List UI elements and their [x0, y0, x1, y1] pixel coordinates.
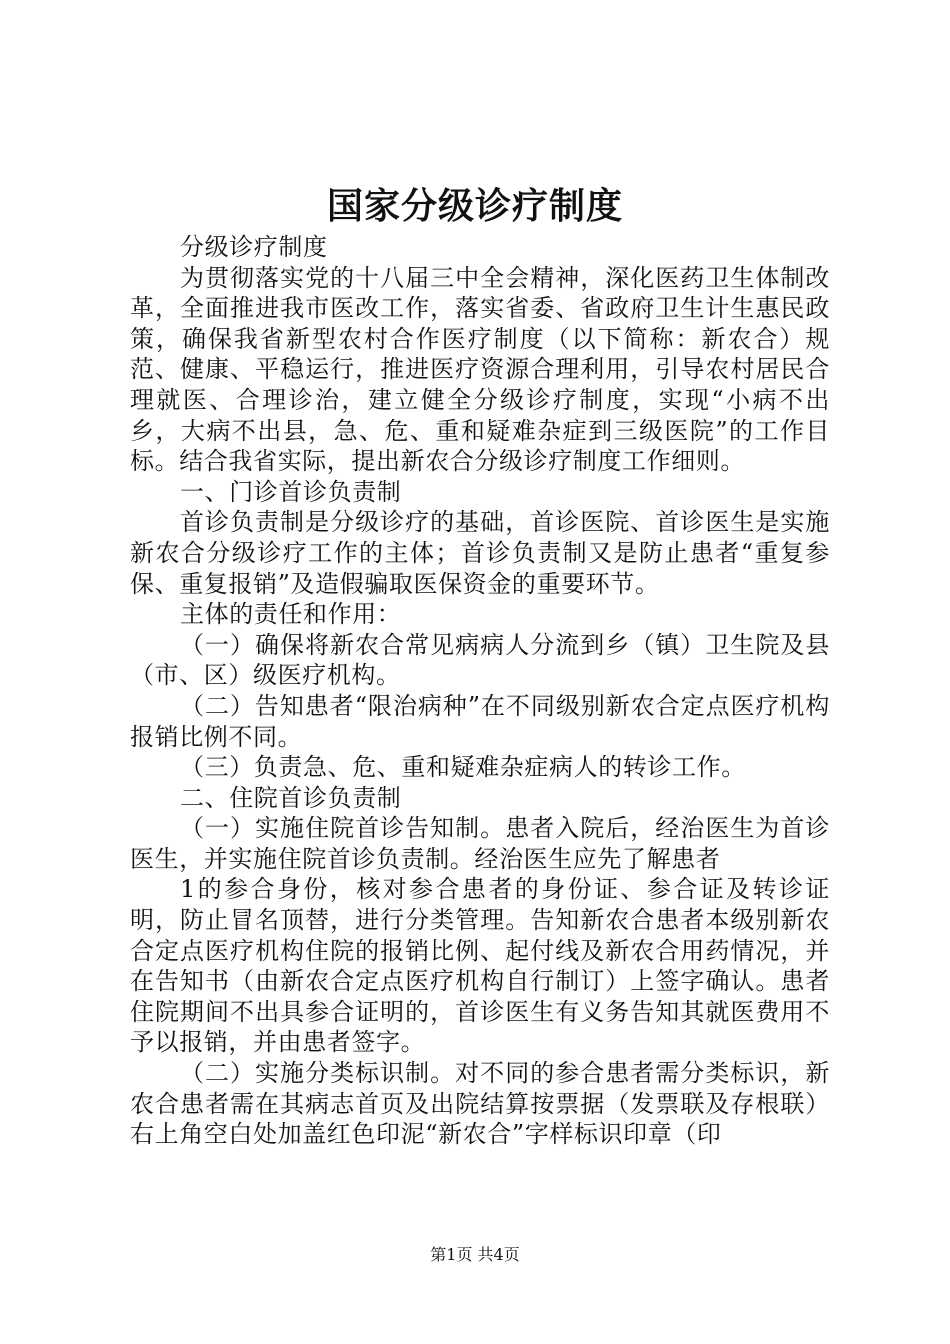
paragraph: 分级诊疗制度 — [180, 233, 328, 261]
page-footer: 第1页 共4页 — [430, 1245, 520, 1264]
document-title: 国家分级诊疗制度 — [326, 185, 623, 227]
document-body — [130, 232, 830, 1150]
paragraph: 主体的责任和作用： — [180, 600, 402, 629]
list-item: （二）告知患者“限治病种”在不同级别新农合定点医疗机构报销比例不同。 — [130, 691, 830, 751]
paragraph: 1的参合身份，核对参合患者的身份证、参合证及转诊证明，防止冒名顶替，进行分类管理。告知新农合患者本级别新农合定点医疗机构住院的报销比例、起付线及新农合用药情况，并在告知书（由新农合定点医疗机构自行制订）上签字确认。患者住院期间不出具参合证明的，首诊医生有义务告知其就医费用不予以报销，并由患者签字。 — [130, 875, 830, 1057]
list-item: （一）确保将新农合常见病病人分流到乡（镇）卫生院及县（市、区）级医疗机构。 — [130, 630, 830, 690]
list-item: （三）负责急、危、重和疑难杂症病人的转诊工作。 — [180, 753, 746, 782]
list-item: （一）实施住院首诊告知制。患者入院后，经治医生为首诊医生，并实施住院首诊负责制。经治医生应先了解患者 — [130, 814, 830, 873]
list-item: （二）实施分类标识制。对不同的参合患者需分类标识，新农合患者需在其病志首页及出院结算按票据（发票联及存根联）右上角空白处加盖红色印泥“新农合”字样标识印章（印 — [130, 1059, 830, 1149]
paragraph: 首诊负责制是分级诊疗的基础，首诊医院、首诊医生是实施新农合分级诊疗工作的主体；首诊负责制又是防止患者“重复参保、重复报销”及造假骗取医保资金的重要环节。 — [130, 508, 830, 598]
paragraph: 为贯彻落实党的十八届三中全会精神，深化医药卫生体制改革，全面推进我市医改工作，落实省委、省政府卫生计生惠民政策，确保我省新型农村合作医疗制度（以下简称：新农合）规范、健康、平稳运行，推进医疗资源合理利用，引导农村居民合理就医、合理诊治，建立健全分级诊疗制度，实现“小病不出乡，大病不出县，急、危、重和疑难杂症到三级医院”的工作目标。结合我省实际，提出新农合分级诊疗制度工作细则。 — [130, 263, 830, 476]
section-heading: 二、住院首诊负责制 — [180, 783, 402, 812]
section-heading: 一、门诊首诊负责制 — [180, 477, 402, 506]
